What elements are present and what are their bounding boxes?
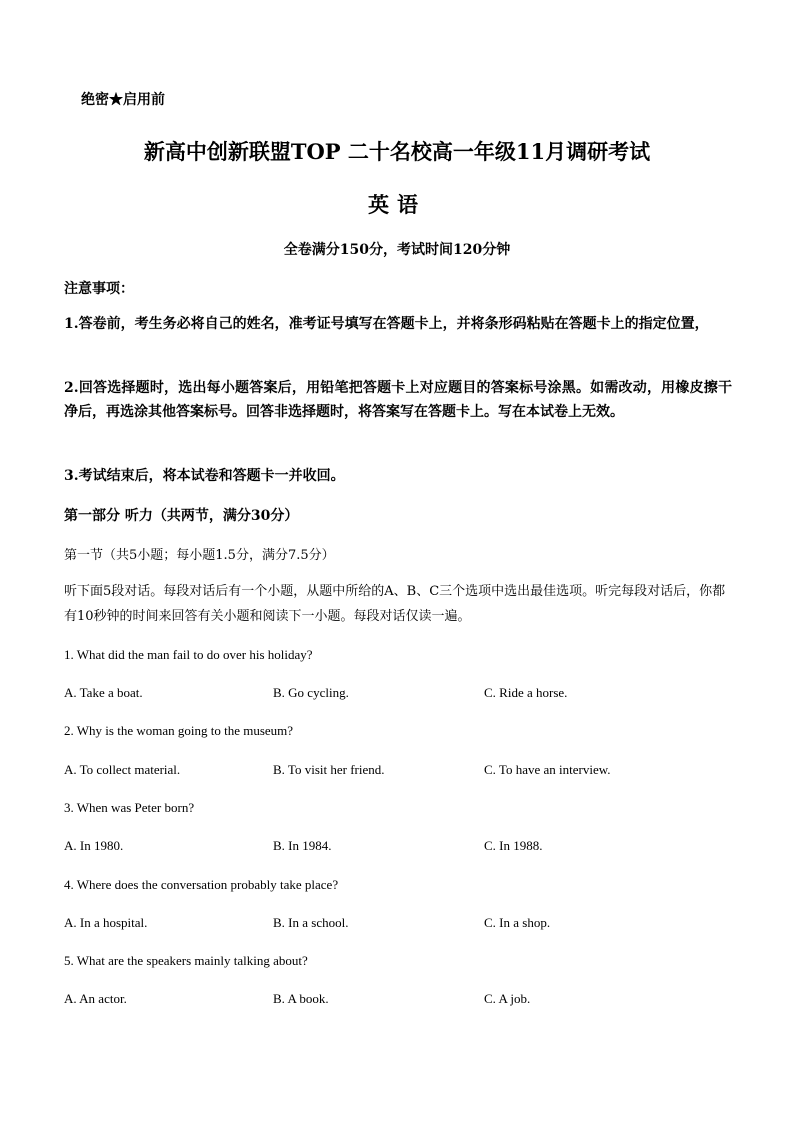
question-4: 4. Where does the conversation probably take place? bbox=[64, 877, 339, 892]
notice-item-2: 2.回答选择题时，选出每小题答案后，用铅笔把答题卡上对应题目的答案标号涂黑。如需改动，用橡皮擦干净后，再选涂其他答案标号。回答非选择题时，将答案写在答题卡上。写在本试卷上无效。 bbox=[64, 380, 732, 420]
notice-heading: 注意事项： bbox=[64, 281, 134, 297]
question-2: 2. Why is the woman going to the museum? bbox=[64, 723, 294, 738]
part1-heading: 第一部分 听力（共两节，满分30分） bbox=[64, 508, 299, 524]
q5-option-c: C. A job. bbox=[484, 991, 531, 1006]
q5-option-a: A. An actor. bbox=[64, 991, 127, 1006]
question-5: 5. What are the speakers mainly talking about? bbox=[64, 953, 308, 968]
listening-instructions: 听下面5段对话。每段对话后有一个小题，从题中所给的A、B、C三个选项中选出最佳选项。听完每段对话后，你都有10秒钟的时间来回答有关小题和阅读下一小题。每段对话仅读一遍。 bbox=[64, 584, 726, 624]
exam-title: 新高中创新联盟TOP 二十名校高一年级11月调研考试 bbox=[143, 139, 651, 164]
q2-option-a: A. To collect material. bbox=[64, 762, 181, 777]
q1-option-c: C. Ride a horse. bbox=[484, 685, 568, 700]
q5-option-b: B. A book. bbox=[273, 991, 329, 1006]
question-3: 3. When was Peter born? bbox=[64, 800, 195, 815]
question-1: 1. What did the man fail to do over his holiday? bbox=[64, 647, 313, 662]
q4-option-a: A. In a hospital. bbox=[64, 915, 148, 930]
notice-item-3: 3.考试结束后，将本试卷和答题卡一并收回。 bbox=[64, 468, 345, 484]
q1-option-b: B. Go cycling. bbox=[273, 685, 349, 700]
q2-option-b: B. To visit her friend. bbox=[273, 762, 385, 777]
secret-label: 绝密★启用前 bbox=[81, 92, 165, 108]
q1-option-a: A. Take a boat. bbox=[64, 685, 143, 700]
notice-item-1: 1.答卷前，考生务必将自己的姓名，准考证号填写在答题卡上，并将条形码粘贴在答题卡上的指定位置， bbox=[64, 316, 709, 332]
q3-option-a: A. In 1980. bbox=[64, 838, 124, 853]
section1-heading: 第一节（共5小题；每小题1.5分，满分7.5分） bbox=[64, 548, 335, 563]
q4-option-c: C. In a shop. bbox=[484, 915, 551, 930]
q3-option-b: B. In 1984. bbox=[273, 838, 332, 853]
q4-option-b: B. In a school. bbox=[273, 915, 349, 930]
full-mark-line: 全卷满分150分，考试时间120分钟 bbox=[283, 242, 511, 258]
subject-title: 英语 bbox=[368, 192, 426, 217]
q2-option-c: C. To have an interview. bbox=[484, 762, 611, 777]
q3-option-c: C. In 1988. bbox=[484, 838, 543, 853]
